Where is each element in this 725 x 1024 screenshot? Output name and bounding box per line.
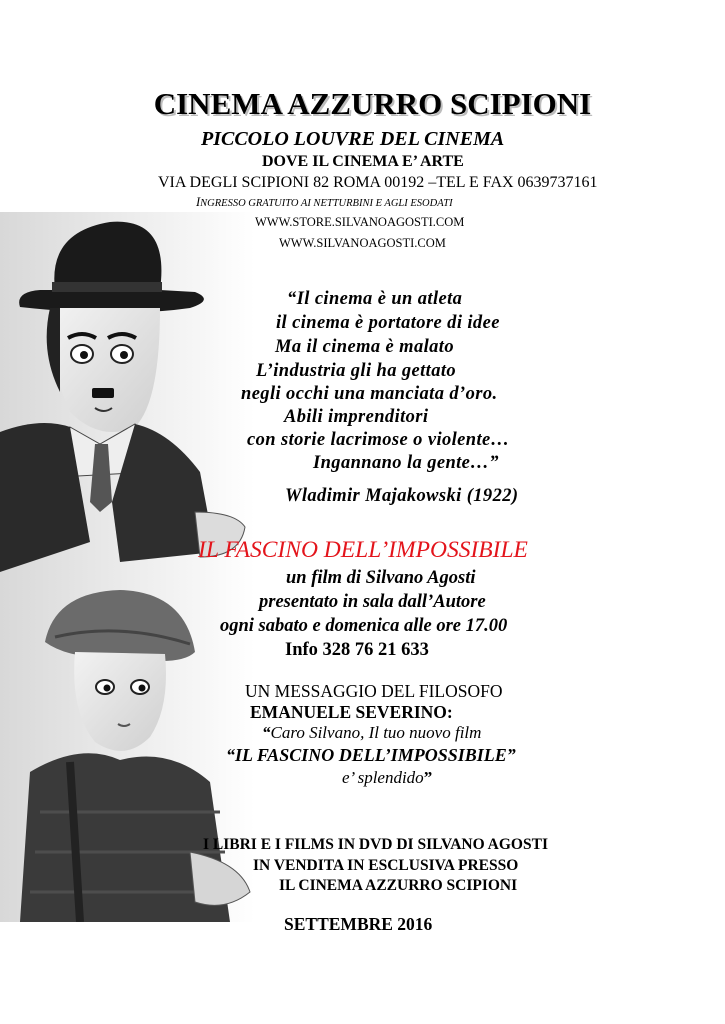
cinema-tagline: DOVE IL CINEMA E’ ARTE <box>262 153 464 170</box>
message-quote-text1: Caro Silvano, Il tuo nuovo film <box>270 723 482 742</box>
message-quote-line3 <box>342 768 432 788</box>
film-title: IL FASCINO DELL’IMPOSSIBILE <box>198 537 528 563</box>
film-schedule: ogni sabato e domenica alle ore 17.00 <box>220 616 508 636</box>
date: SETTEMBRE 2016 <box>284 914 433 934</box>
quote-line: con storie lacrimose o violente… <box>247 430 510 450</box>
quote-line: “Il cinema è un atleta <box>287 289 463 309</box>
film-director: un film di Silvano Agosti <box>286 568 476 588</box>
books-line: I LIBRI E I FILMS IN DVD DI SILVANO AGOSTI <box>203 836 548 853</box>
free-entry-initial: I <box>196 195 201 209</box>
message-heading: UN MESSAGGIO DEL FILOSOFO <box>245 681 503 701</box>
cinema-title: CINEMA AZZURRO SCIPIONI <box>153 86 592 121</box>
film-presented: presentato in sala dall’Autore <box>259 592 486 612</box>
message-quote-line1 <box>262 723 481 743</box>
message-quote-text3: e’ splendido <box>342 768 424 787</box>
free-entry-rest: NGRESSO GRATUITO AI NETTURBINI E AGLI ESODATI <box>200 198 453 209</box>
quote-line: L’industria gli ha gettato <box>256 361 457 381</box>
free-entry-note <box>196 195 453 210</box>
film-info-phone: Info 328 76 21 633 <box>285 640 429 660</box>
website-main: WWW.SILVANOAGOSTI.COM <box>279 236 446 250</box>
open-quote-mark: “ <box>262 723 271 742</box>
books-line: IL CINEMA AZZURRO SCIPIONI <box>279 877 518 894</box>
cinema-address: VIA DEGLI SCIPIONI 82 ROMA 00192 –TEL E FAX 0639737161 <box>158 174 598 191</box>
quote-line: Abili imprenditori <box>284 407 429 427</box>
chaplin-kid-photo <box>0 212 255 922</box>
quote-line: Ingannano la gente…” <box>313 453 499 473</box>
cinema-subtitle: PICCOLO LOUVRE DEL CINEMA <box>201 128 505 150</box>
website-store: WWW.STORE.SILVANOAGOSTI.COM <box>255 215 465 229</box>
message-quote-line2: “IL FASCINO DELL’IMPOSSIBILE” <box>226 745 516 765</box>
books-line: IN VENDITA IN ESCLUSIVA PRESSO <box>253 857 519 874</box>
quote-line: Ma il cinema è malato <box>275 337 455 357</box>
quote-line: negli occhi una manciata d’oro. <box>241 384 498 404</box>
message-author: EMANUELE SEVERINO: <box>250 702 453 722</box>
quote-author: Wladimir Majakowski (1922) <box>285 486 519 506</box>
quote-line: il cinema è portatore di idee <box>276 313 500 333</box>
close-quote-mark: ” <box>423 768 433 787</box>
